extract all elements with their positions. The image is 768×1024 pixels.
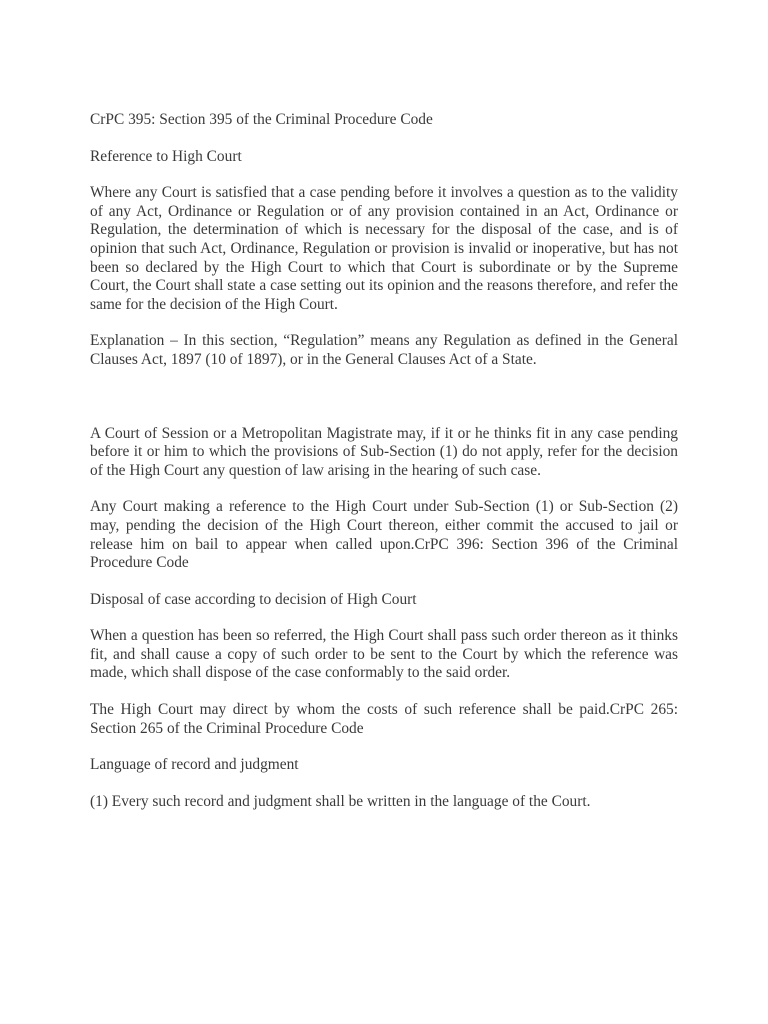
section-265-paragraph-1: (1) Every such record and judgment shall be written in the language of the Court. <box>90 792 591 810</box>
section-395-heading: Reference to High Court <box>90 147 242 165</box>
document-title: CrPC 395: Section 395 of the Criminal Procedure Code <box>90 111 433 128</box>
section-395-explanation: Explanation – In this section, “Regulation” means any Regulation as defined in the General Clauses Act, 1897 (10 of 1897), or in the General Clauses Act of a State. <box>90 332 678 368</box>
section-396-heading: Disposal of case according to decision of High Court <box>90 590 417 608</box>
section-395-paragraph-1: Where any Court is satisfied that a case pending before it involves a question as to the validity of any Act, Ordinance or Regulation or of any provision contained in an Act, Ordinance or Regulation, the determination of which is necessary for the disposal of the case, and is of opinion that such Act, Ordinance, Regulation or provision is invalid or inoperative, but has not been so declared by the High Court to which that Court is subordinate or by the Supreme Court, the Court shall state a case setting out its opinion and the reasons therefore, and refer the same for the decision of the High Court. <box>90 184 678 313</box>
section-395-paragraph-3: Any Court making a reference to the High Court under Sub-Section (1) or Sub-Section (2) may, pending the decision of the High Court thereon, either commit the accused to jail or release him on bail to appear when called upon.CrPC 396: Section 396 of the Criminal Procedure Code <box>90 498 678 572</box>
section-396-paragraph-2: The High Court may direct by whom the costs of such reference shall be paid.CrPC 265: Section 265 of the Criminal Procedure Code <box>90 701 678 737</box>
section-265-heading: Language of record and judgment <box>90 756 299 774</box>
document-page <box>90 111 678 811</box>
section-395-paragraph-2: A Court of Session or a Metropolitan Magistrate may, if it or he thinks fit in any case pending before it or him to which the provisions of Sub-Section (1) do not apply, refer for the decision of the High Court any question of law arising in the hearing of such case. <box>90 424 678 479</box>
section-396-paragraph-1: When a question has been so referred, the High Court shall pass such order thereon as it thinks fit, and shall cause a copy of such order to be sent to the Court by which the reference was made, which shall dispose of the case conformably to the said order. <box>90 627 678 682</box>
